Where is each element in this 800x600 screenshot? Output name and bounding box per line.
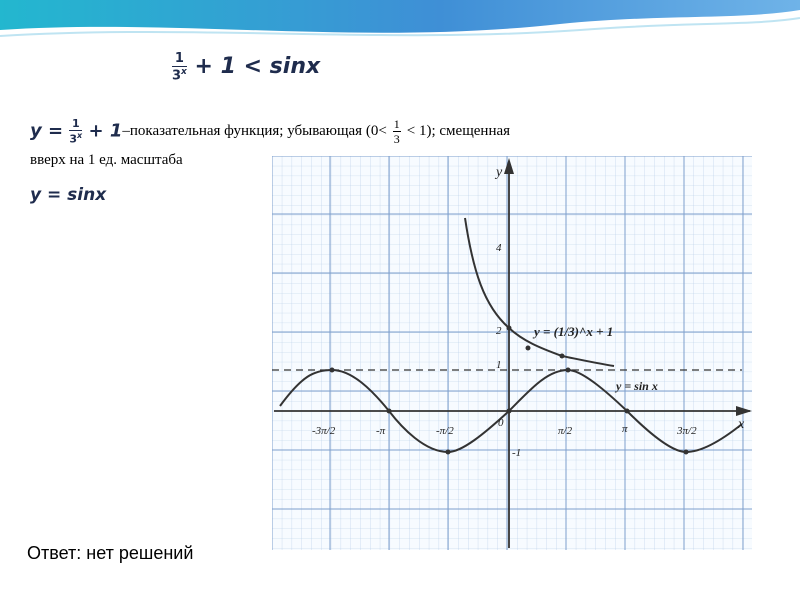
- sine-curve-label: y = sin x: [616, 379, 658, 393]
- fraction-numerator: 1: [172, 52, 187, 67]
- x-tick-minus-pi: -π: [376, 425, 386, 437]
- x-axis-label: x: [738, 417, 745, 432]
- grid-minor: [272, 156, 752, 550]
- base-fraction: $\frac{1}{3}$: [393, 117, 400, 146]
- x-tick-3pi-2: 3π/2: [677, 425, 697, 437]
- answer-text: Ответ: нет решений: [27, 543, 194, 563]
- y-tick-1: 1: [496, 359, 502, 371]
- x-tick-minus-pi-2: -π/2: [436, 425, 454, 437]
- y-tick-2: 2: [496, 325, 502, 337]
- definition-text-part1: –показательная функция; убывающая (0<: [122, 123, 387, 139]
- origin-label: 0: [498, 417, 504, 429]
- sin-formula: y = sinx: [30, 185, 107, 205]
- y-tick-4: 4: [496, 242, 502, 254]
- definition-text-line2: вверх на 1 ед. масштаба: [30, 152, 183, 168]
- exponential-curve-label: y = (1/3)^x + 1: [534, 324, 614, 339]
- definition-text-part2: < 1); смещенная: [406, 123, 511, 139]
- slide-header-decoration: [0, 0, 800, 44]
- function-graph: [272, 156, 752, 550]
- y-axis-label: y: [496, 165, 503, 180]
- inequality-rest: + 1 < sinx: [194, 54, 321, 80]
- exponential-formula: y = $\frac{1}{3^x}$ + 1: [30, 117, 123, 146]
- inequality-formula: [172, 52, 320, 82]
- x-tick-pi: π: [622, 423, 628, 435]
- definition-line: [30, 118, 510, 152]
- fraction-denominator: 3$^x$: [172, 67, 187, 84]
- inequality-fraction: [172, 52, 187, 82]
- y-tick-minus1: -1: [512, 447, 522, 459]
- x-tick-pi-2: π/2: [558, 425, 573, 437]
- x-tick-minus-3pi-2: -3π/2: [312, 425, 336, 437]
